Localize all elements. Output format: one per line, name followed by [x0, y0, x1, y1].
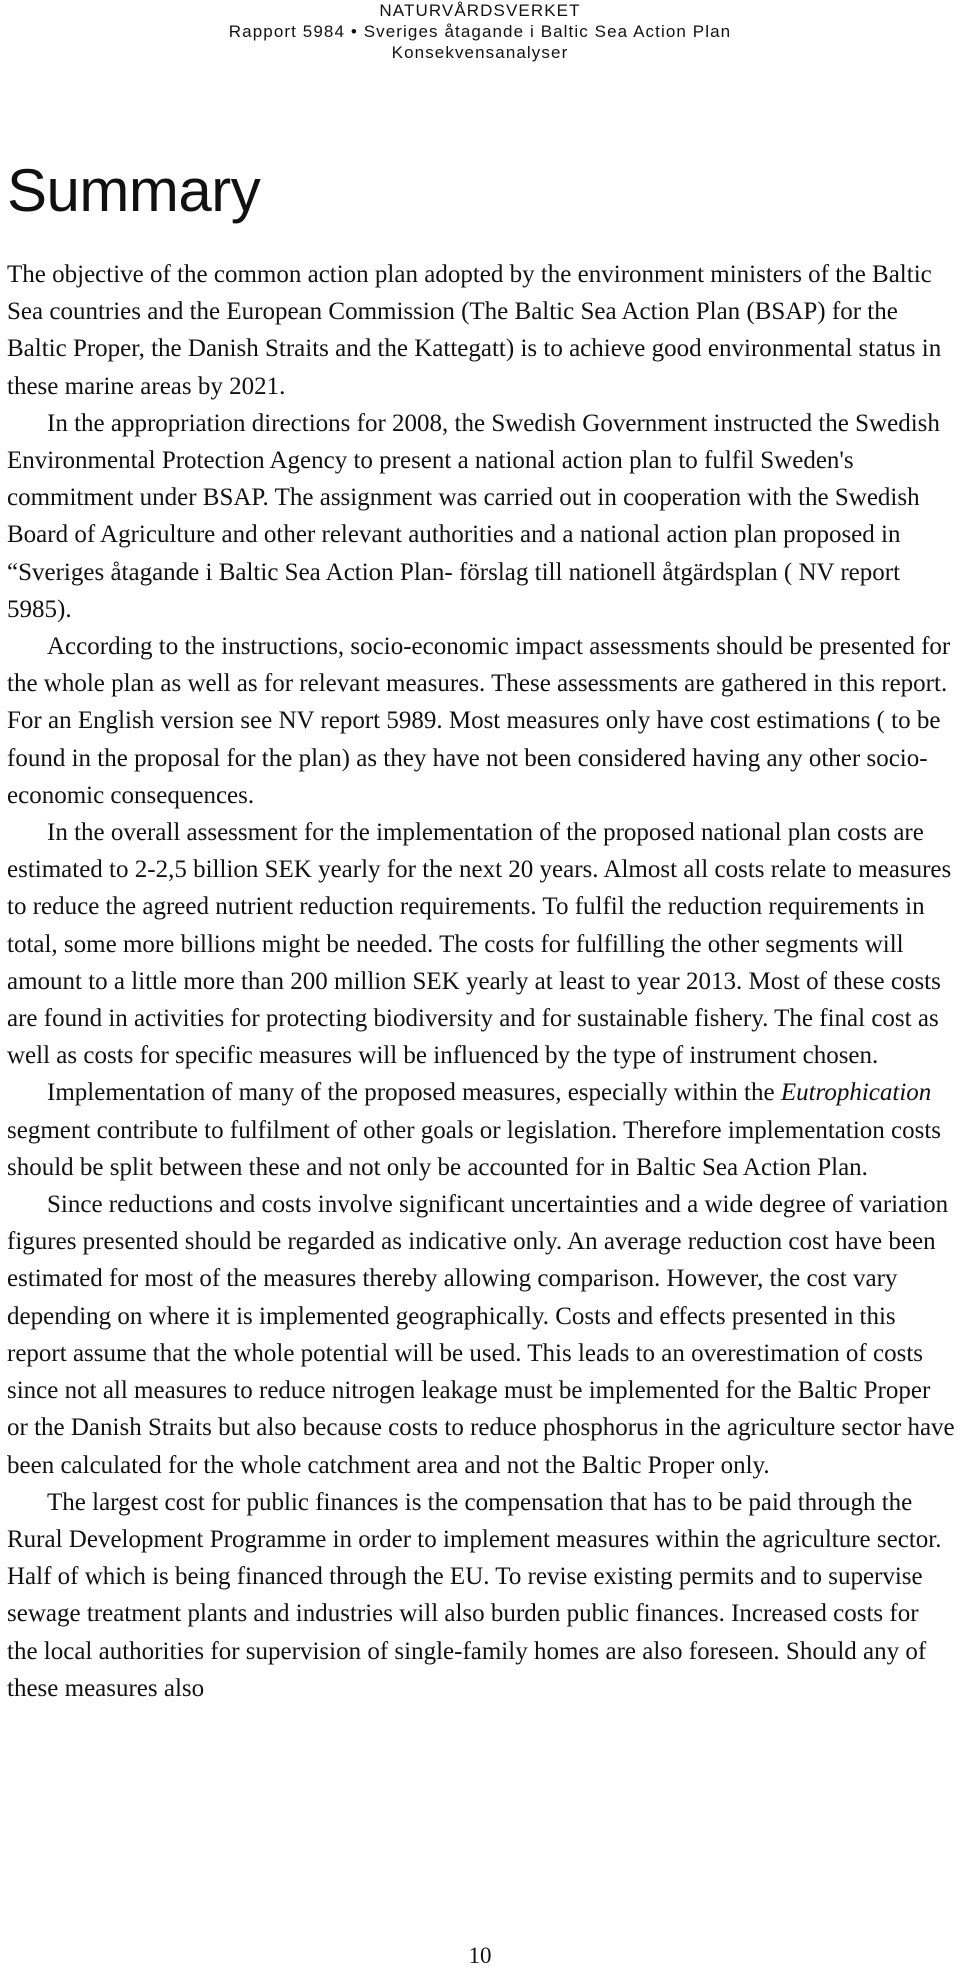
eutrophication-emphasis: Eutrophication — [780, 1079, 932, 1107]
paragraph-public-finances: The largest cost for public finances is the compensation that has to be paid through the Rural Development Programme in order to implement measures within the agriculture sector. Half of which is being financed through the EU. To revise existing permits and to supervise sewage treatment plants and industries will also burden public finances. Increased costs for the local authorities for supervision of single-family homes are also foreseen. Should any of these measures also — [7, 1488, 942, 1702]
page-number: 10 — [468, 1943, 492, 1968]
summary-body — [7, 256, 955, 1707]
paragraph-assignment: In the appropriation directions for 2008, the Swedish Government instructed the Swedish Environmental Protection Agency to present a national action plan to fulfil Sweden's commitment under BSAP. The assignment was carried out in cooperation with the Swedish Board of Agriculture and other relevant authorities and a national action plan proposed in “Sveriges åtagande i Baltic Sea Action Plan- förslag till nationell åtgärdsplan ( NV report 5985). — [7, 409, 940, 623]
implementation-text-after: segment contribute to fulfilment of other goals or legislation. Therefore implementation costs should be split between these and not only be accounted for in Baltic Sea Action Plan. — [7, 1116, 942, 1181]
report-title-line: Rapport 5984 • Sveriges åtagande i Baltic Sea Action Plan — [228, 22, 732, 41]
paragraph-implementation — [7, 1074, 955, 1186]
paragraph-instructions: According to the instructions, socio-economic impact assessments should be presented for the whole plan as well as for relevant measures. These assessments are gathered in this report. For an English version see NV report 5989. Most measures only have cost estimations ( to be found in the proposal for the plan) as they have not been considered having any other socio-economic consequences. — [7, 633, 951, 809]
implementation-text-before: Implementation of many of the proposed measures, especially within the — [47, 1079, 781, 1107]
paragraph-overall-assessment: In the overall assessment for the implementation of the proposed national plan costs are estimated to 2-2,5 billion SEK yearly for the next 20 years. Almost all costs relate to measures to reduce the agreed nutrient reduction requirements. To fulfil the reduction requirements in total, some more billions might be needed. The costs for fulfilling the other segments will amount to a little more than 200 million SEK yearly at least to year 2013. Most of these costs are found in activities for protecting biodiversity and for sustainable fishery. The final cost as well as costs for specific measures will be influenced by the type of instrument chosen. — [7, 819, 952, 1070]
section-name: Konsekvensanalyser — [391, 43, 569, 62]
agency-name: NATURVÅRDSVERKET — [379, 1, 581, 20]
running-header — [0, 0, 960, 63]
paragraph-objective: The objective of the common action plan adopted by the environment ministers of the Baltic Sea countries and the European Commission (The Baltic Sea Action Plan (BSAP) for the Baltic Proper, the Danish Straits and the Kattegatt) is to achieve good environmental status in these marine areas by 2021. — [7, 261, 942, 400]
page-title: Summary — [7, 157, 261, 224]
paragraph-uncertainties: Since reductions and costs involve significant uncertainties and a wide degree of variation figures presented should be regarded as indicative only. An average reduction cost have been estimated for most of the measures thereby allowing comparison. However, the cost vary depending on where it is implemented geographically. Costs and effects presented in this report assume that the whole potential will be used. This leads to an overestimation of costs since not all measures to reduce nitrogen leakage must be implemented for the Baltic Proper or the Danish Straits but also because costs to reduce phosphorus in the agriculture sector have been calculated for the whole catchment area and not the Baltic Proper only. — [7, 1191, 955, 1479]
